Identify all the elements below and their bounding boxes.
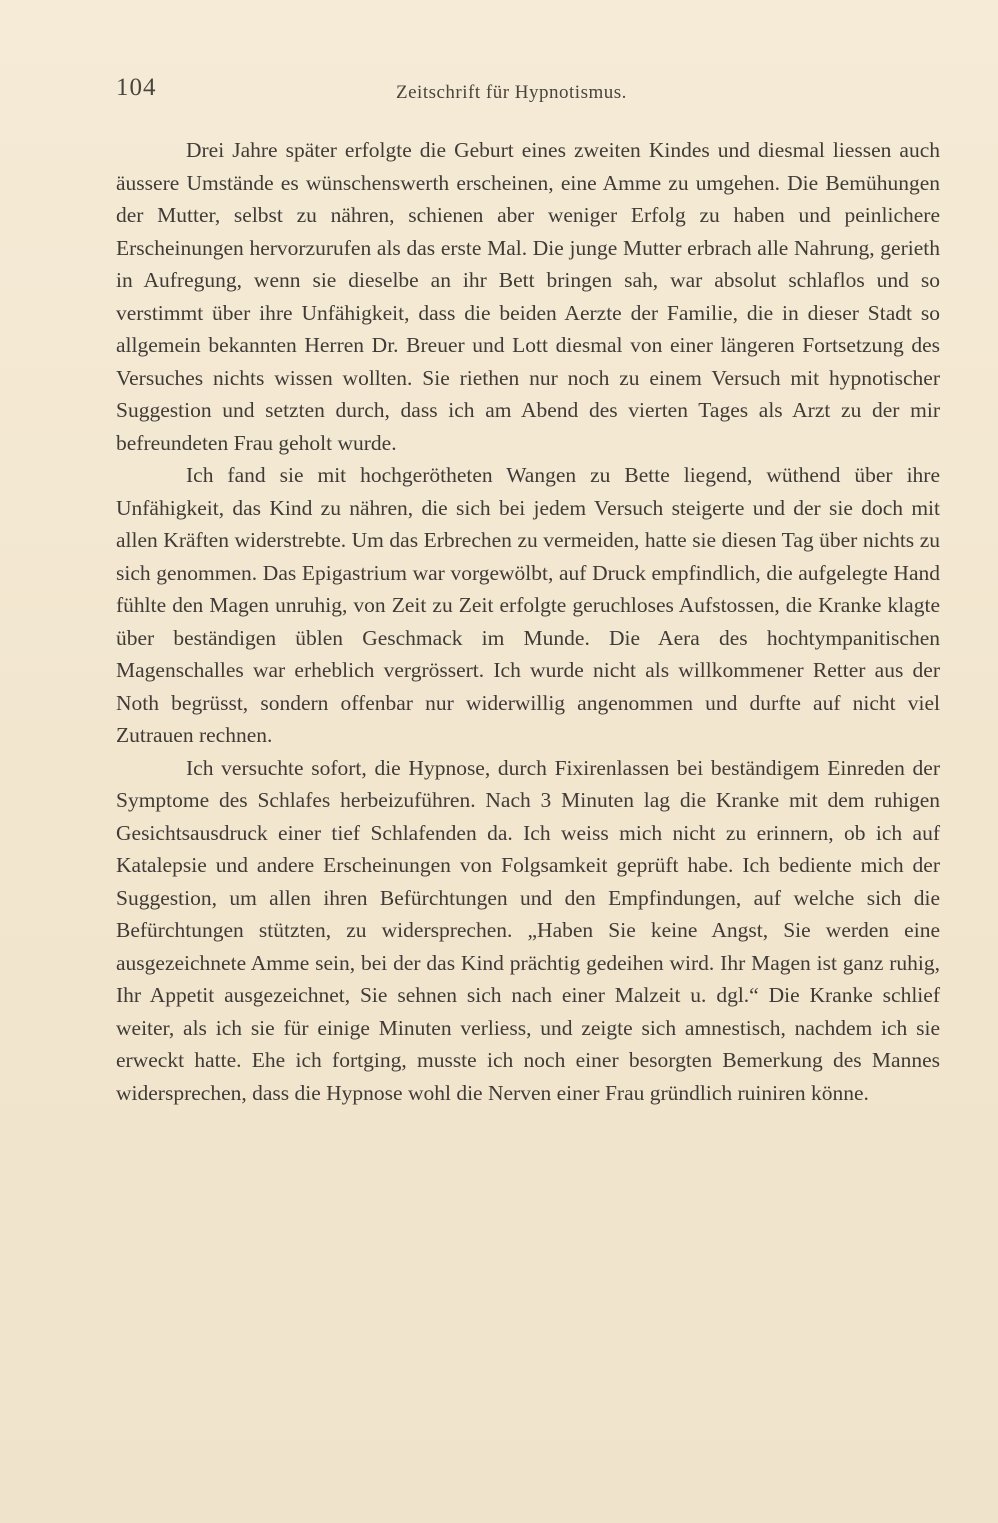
body-text (116, 134, 940, 1109)
paragraph-3: Ich versuchte sofort, die Hypnose, durch Fixirenlassen bei beständigem Einreden der Symptome des Schlafes herbeizuführen. Nach 3 Minuten lag die Kranke mit dem ruhigen Gesichtsausdruck einer tief Schlafenden da. Ich weiss mich nicht zu erinnern, ob ich auf Katalepsie und andere Erscheinungen von Folgsamkeit geprüft habe. Ich bediente mich der Suggestion, um allen ihren Befürchtungen und den Empfindungen, auf welche sich die Befürchtungen stützten, zu widersprechen. „Haben Sie keine Angst, Sie werden eine ausgezeichnete Amme sein, bei der das Kind prächtig gedeihen wird. Ihr Magen ist ganz ruhig, Ihr Appetit ausgezeichnet, Sie sehnen sich nach einer Malzeit u. dgl.“ Die Kranke schlief weiter, als ich sie für einige Minuten verliess, und zeigte sich amnestisch, nachdem ich sie erweckt hatte. Ehe ich fortging, musste ich noch einer besorgten Bemerkung des Mannes widersprechen, dass die Hypnose wohl die Nerven einer Frau gründlich ruiniren könne. (116, 755, 940, 1105)
paragraph-2: Ich fand sie mit hochgerötheten Wangen zu Bette liegend, wüthend über ihre Unfähigkeit, das Kind zu nähren, die sich bei jedem Versuch steigerte und der sie doch mit allen Kräften widerstrebte. Um das Erbrechen zu vermeiden, hatte sie diesen Tag über nichts zu sich genommen. Das Epigastrium war vorgewölbt, auf Druck empfindlich, die aufgelegte Hand fühlte den Magen unruhig, von Zeit zu Zeit erfolgte geruchloses Aufstossen, die Kranke klagte über beständigen üblen Geschmack im Munde. Die Aera des hochtympanitischen Magenschalles war erheblich vergrössert. Ich wurde nicht als willkommener Retter aus der Noth begrüsst, sondern offenbar nur widerwillig angenommen und durfte auf nicht viel Zutrauen rechnen. (116, 463, 940, 747)
paragraph-1: Drei Jahre später erfolgte die Geburt eines zweiten Kindes und diesmal liessen auch äussere Umstände es wünschenswerth erscheinen, eine Amme zu umgehen. Die Bemühungen der Mutter, selbst zu nähren, schienen aber weniger Erfolg zu haben und peinlichere Erscheinungen hervorzurufen als das erste Mal. Die junge Mutter erbrach alle Nahrung, gerieth in Aufregung, wenn sie dieselbe an ihr Bett bringen sah, war absolut schlaflos und so verstimmt über ihre Unfähigkeit, dass die beiden Aerzte der Familie, die in dieser Stadt so allgemein bekannten Herren Dr. Breuer und Lott diesmal von einer längeren Fortsetzung des Versuches nichts wissen wollten. Sie riethen nur noch zu einem Versuch mit hypnotischer Suggestion und setzten durch, dass ich am Abend des vierten Tages als Arzt zu der mir befreundeten Frau geholt wurde. (116, 138, 940, 455)
page-header (116, 74, 944, 108)
running-title: Zeitschrift für Hypnotismus. (396, 82, 627, 103)
page-number: 104 (116, 74, 157, 101)
